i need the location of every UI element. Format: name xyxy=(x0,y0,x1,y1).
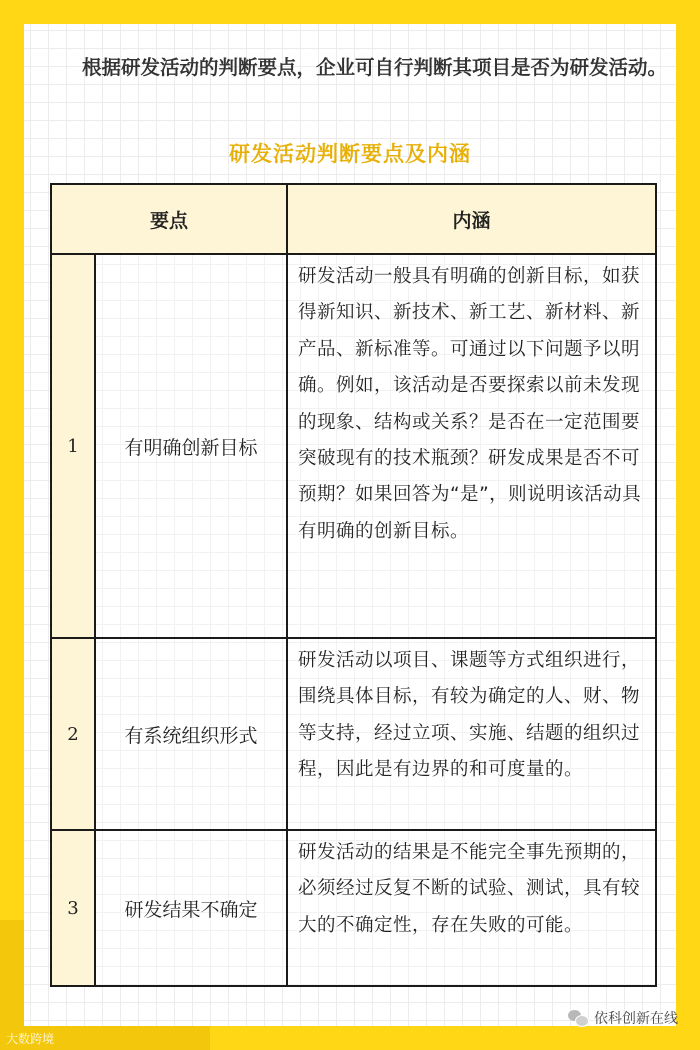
table-row xyxy=(51,638,656,830)
row-number: 3 xyxy=(51,830,95,986)
watermark-right-label: 依科创新在线 xyxy=(594,1011,678,1027)
table-title: 研发活动判断要点及内涵 xyxy=(229,142,471,166)
row-number: 1 xyxy=(51,254,95,638)
intro-text: 根据研发活动的判断要点，企业可自行判断其项目是否为研发活动。 xyxy=(82,56,668,79)
watermark-left: 大数跨境 xyxy=(6,1032,55,1046)
watermark-right xyxy=(568,1008,678,1028)
wechat-icon xyxy=(568,1010,588,1026)
rd-criteria-table xyxy=(50,183,657,987)
row-content: 研发活动的结果是不能完全事先预期的，必须经过反复不断的试验、测试，具有较大的不确定性，存在失败的可能。 xyxy=(287,830,656,986)
row-content: 研发活动一般具有明确的创新目标，如获得新知识、新技术、新工艺、新材料、新产品、新标准等。可通过以下问题予以明确。例如，该活动是否要探索以前未发现的现象、结构或关系？是否在一定范围要突破现有的技术瓶颈？研发成果是否不可预期？如果回答为“是”，则说明该活动具有明确的创新目标。 xyxy=(287,254,656,638)
row-key: 有明确创新目标 xyxy=(95,254,287,638)
table-row xyxy=(51,830,656,986)
header-key: 要点 xyxy=(51,184,287,254)
row-number: 2 xyxy=(51,638,95,830)
row-key: 有系统组织形式 xyxy=(95,638,287,830)
row-key: 研发结果不确定 xyxy=(95,830,287,986)
row-content: 研发活动以项目、课题等方式组织进行，围绕具体目标，有较为确定的人、财、物等支持，经过立项、实施、结题的组织过程，因此是有边界的和可度量的。 xyxy=(287,638,656,830)
header-content: 内涵 xyxy=(287,184,656,254)
table-row xyxy=(51,254,656,638)
table-header-row xyxy=(51,184,656,254)
